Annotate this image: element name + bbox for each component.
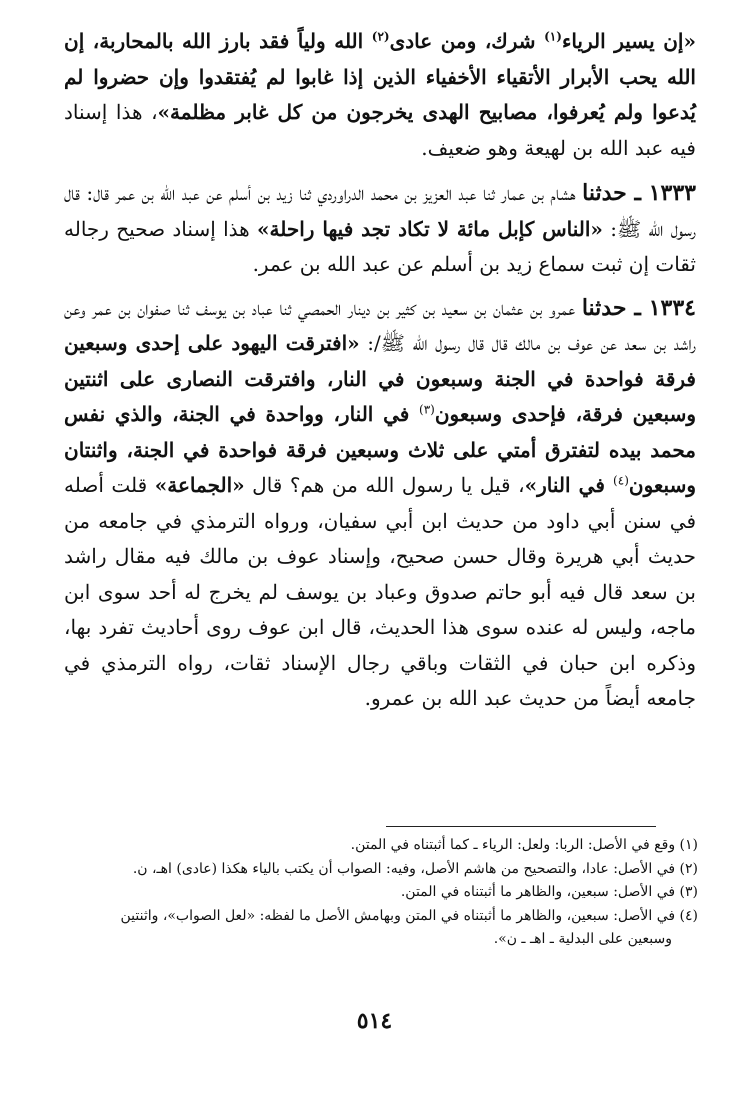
paragraph-hadith-1333	[64, 176, 696, 283]
hadith-quote: «الناس كإبل مائة لا تكاد تجد فيها راحلة»	[257, 216, 603, 241]
footnote-3: (٣) في الأصل: سبعين، والظاهر ما أثبتناه في المتن.	[400, 884, 698, 900]
paragraph-hadith-1332-end	[64, 24, 696, 166]
footnote-marker-2: (٢)	[371, 29, 390, 44]
commentary-text: قلت أصله في سنن أبي داود من حديث ابن أبي سفيان، ورواه الترمذي في جامعه من حديث أبي هريرة وقال حسن صحيح، وإسناد عوف بن مالك فيه مقال راشد بن سعد قال فيه أبو حاتم صدوق وعباد بن يوسف لم يخرج له أحد سوى ابن ماجه، وليس له عنده سوى هذا الحديث، قال ابن عوف روى أحاديث تفرد بها، وذكره ابن حبان في الثقات وباقي رجال الإسناد ثقات، رواه الترمذي في جامعه أيضاً من حديث عبد الله بن عمرو.	[64, 473, 696, 710]
isnad-text: هشام بن عمار ثنا عبد العزيز بن محمد الدراوردي ثنا زيد بن أسلم عن عبد الله بن عمر قال: قال رسول الله ﷺ:	[64, 181, 697, 241]
page-number: ٥١٤	[356, 1008, 393, 1034]
hadith-number: ١٣٣٤ ـ حدثنا	[581, 294, 696, 321]
footnote-4-continued: وسبعين على البدلية ـ اهـ ـ ن».	[493, 931, 672, 947]
paragraph-hadith-1334	[64, 291, 696, 717]
footnote-marker-3: (٣)	[419, 402, 435, 417]
hadith-quote: في النار»	[524, 473, 614, 497]
commentary-text: ، قيل يا رسول الله من هم؟ قال	[244, 473, 525, 497]
quote-text: «إن يسير الرياء	[561, 29, 696, 53]
footnote-1: (١) وقع في الأصل: الربا: ولعل: الرياء ـ كما أثبتناه في المتن.	[350, 837, 698, 853]
footnotes	[70, 834, 698, 952]
quote-text: الله ولياً فقد بارز الله بالمحاربة، إن الله يحب الأبرار الأتقياء الأخفياء الذين إذا غابوا لم يُفتقدوا وإن حضروا لم يُدعوا ولم يُعرفوا، مصابيح الهدى يخرجون من كل غابر مظلمة»	[64, 29, 696, 124]
hadith-number: ١٣٣٣ ـ حدثنا	[582, 180, 696, 206]
footnote-divider	[386, 826, 656, 827]
isnad-text: عمرو بن عثمان بن سعيد بن كثير بن دينار الحمصي ثنا عباد بن يوسف ثنا صفوان بن عمر وعن راشد بن سعد عن عوف بن مالك قال قال رسول الله ﷺ/:	[64, 295, 696, 355]
hadith-quote: «الجماعة»	[154, 473, 245, 497]
quote-text: شرك، ومن عادى	[389, 29, 545, 53]
footnote-4: (٤) في الأصل: سبعين، والظاهر ما أثبتناه في المتن وبهامش الأصل ما لفظه: «لعل الصواب»، واثنتين	[120, 907, 698, 924]
footnote-marker-4: (٤)	[613, 473, 629, 488]
commentary-text: هذا إسناد صحيح رجاله ثقات إن ثبت سماع زيد بن أسلم عن عبد الله بن عمر.	[64, 216, 696, 276]
main-text	[64, 24, 696, 717]
hadith-quote: في النار، وواحدة في الجنة، والذي نفس محمد بيده لتفترق أمتي على ثلاث وسبعين فرقة فواحدة في الجنة، واثنتان وسبعون	[64, 402, 696, 497]
footnote-marker-1: (١)	[544, 29, 562, 44]
footnote-2: (٢) في الأصل: عادا، والتصحيح من هاشم الأصل، وفيه: الصواب أن يكتب بالياء هكذا (عادى) اهـ، ن.	[132, 860, 698, 877]
hadith-quote: «افترقت اليهود على إحدى وسبعين فرقة فواحدة في الجنة وسبعون في النار، وافترقت النصارى على اثنتين وسبعين فرقة، فإحدى وسبعون	[64, 331, 696, 426]
commentary-text: ، هذا إسناد فيه عبد الله بن لهيعة وهو ضعيف.	[64, 100, 696, 160]
